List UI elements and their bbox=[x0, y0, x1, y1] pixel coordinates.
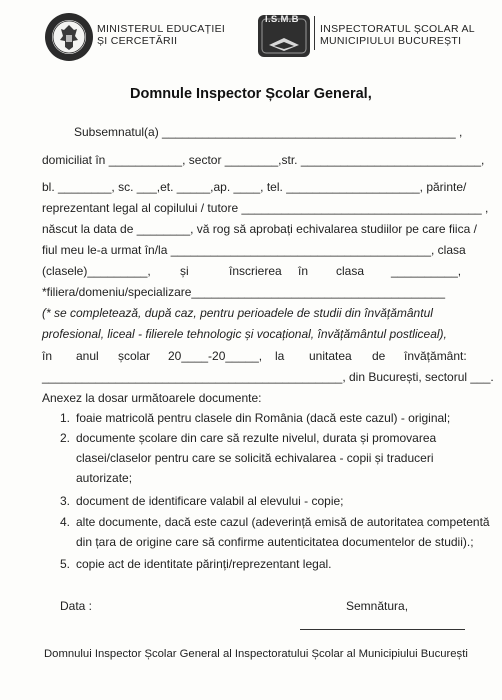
school-year-part: învățământ: bbox=[404, 349, 467, 363]
building-phone-line: bl. ________, sc. ___,et. _____,ap. ____, tel. ____________________, părinte/ bbox=[42, 180, 467, 194]
list-item: copie act de identitate părinți/reprezentant legal. bbox=[76, 557, 332, 571]
list-item: document de identificare valabil al elevului - copie; bbox=[76, 494, 344, 508]
school-year-part: de bbox=[372, 349, 386, 363]
header-divider bbox=[314, 16, 315, 50]
list-item: clasei/claselor pentru care se solicită echivalarea - copii și traduceri bbox=[76, 451, 434, 465]
class-enrollment-part: în bbox=[298, 264, 309, 278]
ministry-name-line1: MINISTERUL EDUCAȚIEI bbox=[97, 23, 226, 35]
signature-line bbox=[300, 629, 465, 630]
class-enrollment-part: clasa bbox=[336, 264, 365, 278]
list-item: documente școlare din care să rezulte nivelul, durata și promovarea bbox=[76, 431, 437, 445]
list-item-number: 1. bbox=[60, 411, 71, 425]
signature-label: Semnătura, bbox=[346, 599, 409, 613]
class-enrollment-part: înscrierea bbox=[229, 264, 282, 278]
ismb-logo-text: I.S.M.B bbox=[265, 14, 299, 25]
legal-representative-line: reprezentant legal al copilului / tutore ____________________________________ , bbox=[42, 201, 489, 215]
address-line: domiciliat în ___________, sector ________,str. ___________________________, bbox=[42, 153, 485, 167]
list-item-number: 3. bbox=[60, 494, 71, 508]
government-emblem-icon bbox=[44, 12, 94, 62]
inspectorate-name-line1: INSPECTORATUL ȘCOLAR AL bbox=[320, 23, 475, 35]
school-unit-line: _____________________________________________, din București, sectorul ___. bbox=[42, 370, 494, 384]
list-item-number: 5. bbox=[60, 557, 71, 571]
list-item-number: 2. bbox=[60, 431, 71, 445]
list-item: autorizate; bbox=[76, 471, 133, 485]
list-item: alte documente, dacă este cazul (adeverință emisă de autoritatea competentă bbox=[76, 515, 490, 529]
list-item: din țara de origine care să confirme autenticitatea documentelor de studii).; bbox=[76, 535, 474, 549]
page-title: Domnule Inspector Școlar General, bbox=[130, 86, 372, 102]
class-enrollment-part: și bbox=[180, 264, 189, 278]
school-year-part: în bbox=[42, 349, 53, 363]
addressee-line: Domnului Inspector Școlar General al Inspectoratului Școlar al Municipiului București bbox=[44, 648, 468, 660]
school-year-part: anul bbox=[76, 349, 99, 363]
school-attended-line: fiul meu le-a urmat în/la _______________________________________, clasa bbox=[42, 243, 466, 257]
list-item-number: 4. bbox=[60, 515, 71, 529]
note-line1: (* se completează, după caz, pentru perioadele de studii din învățământul bbox=[42, 306, 433, 320]
school-year-part: școlar bbox=[118, 349, 151, 363]
date-label: Data : bbox=[60, 599, 93, 613]
applicant-name-line: Subsemnatul(a) ____________________________________________ , bbox=[74, 125, 463, 139]
class-enrollment-part: __________, bbox=[391, 264, 462, 278]
annex-intro: Anexez la dosar următoarele documente: bbox=[42, 391, 262, 405]
school-year-part: 20____-20_____, bbox=[168, 349, 263, 363]
class-enrollment-part: (clasele)_________, bbox=[42, 264, 151, 278]
list-item: foaie matricolă pentru clasele din România (dacă este cazul) - original; bbox=[76, 411, 451, 425]
school-year-part: unitatea bbox=[309, 349, 352, 363]
inspectorate-name-line2: MUNICIPIULUI BUCUREȘTI bbox=[320, 35, 462, 47]
birth-date-line: născut la data de ________, vă rog să aprobați echivalarea studiilor pe care fiica / bbox=[42, 222, 477, 236]
specialization-line: *filiera/domeniu/specializare______________________________________ bbox=[42, 285, 446, 299]
school-year-part: la bbox=[275, 349, 285, 363]
note-line2: profesional, liceal - filierele tehnologic și vocațional, învățământul postliceal), bbox=[42, 327, 447, 341]
ministry-name-line2: ȘI CERCETĂRII bbox=[97, 35, 178, 47]
